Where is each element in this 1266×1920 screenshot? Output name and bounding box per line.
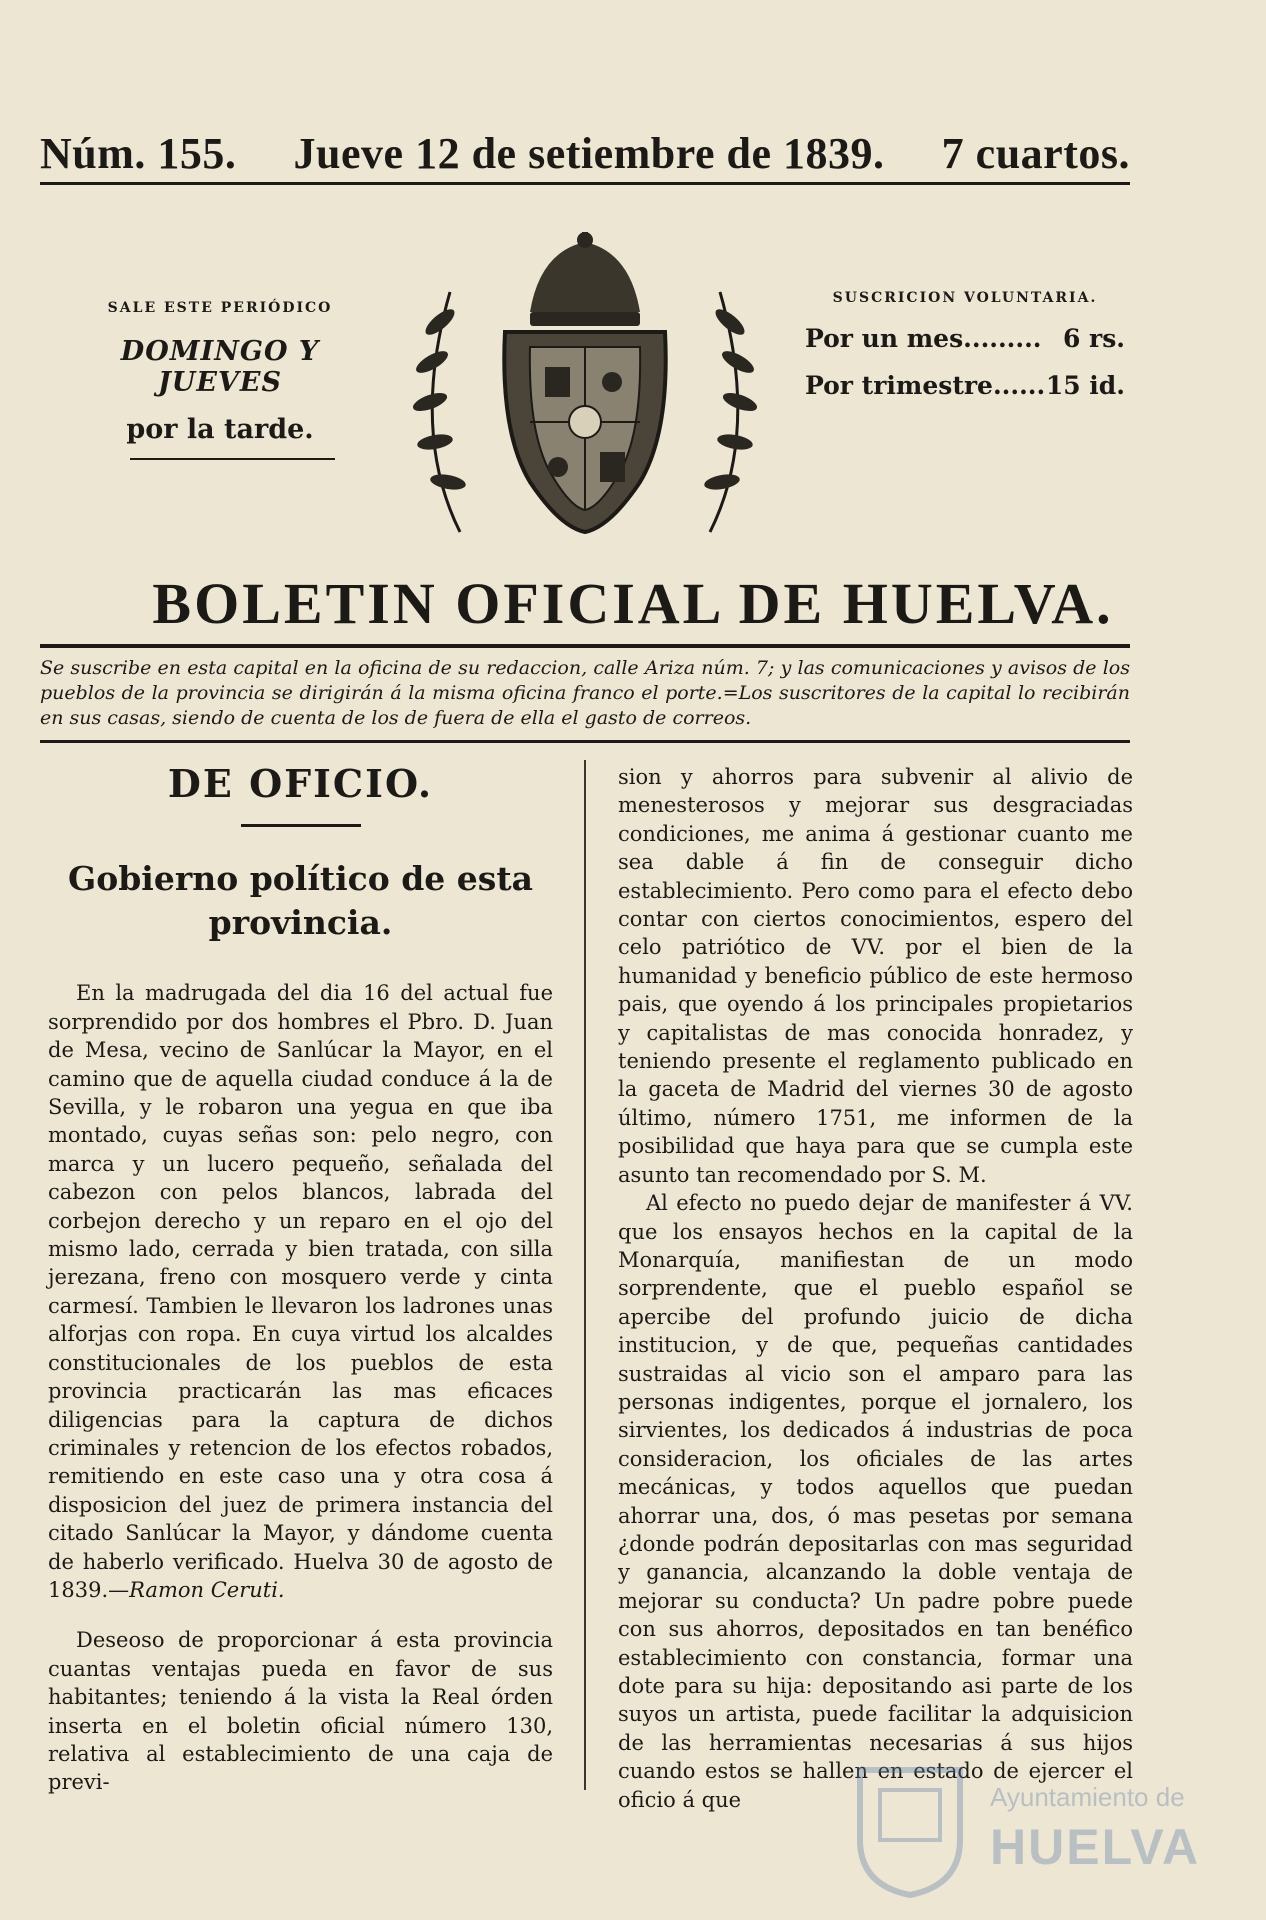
- price-row-quarter: [805, 371, 1125, 400]
- masthead-rule: [40, 644, 1130, 648]
- article-paragraph: Al efecto no puedo dejar de manifester á VV. que los ensayos hechos en la capital de la Monarquía, manifiestan de un modo sorprendente, que el pueblo español se apercibe del profundo juicio de dicha institucion, y de que, pequeñas cantidades sustraidas al vicio son el amparo para las personas indigentes, porque el jornalero, los sirvientes, los dedicados á industrias de poca consideracion, los oficiales de las artes mecánicas, y todos aquellos que puedan ahorrar una, dos, ó mas pesetas por semana ¿donde podrán depositarlas con mas seguridad y ganancia, alcanzando la doble ventaja de mejorar su conducta? Un padre pobre puede con sus ahorros, depositados en tan benéfico establecimiento con constancia, formar una dote para su hija: depositando asi parte de los suyos un artista, puede facilitar la adquisicion de las herramientas necesarias á sus hijos cuando estos se hallen en estado de ejercer el oficio á que: [618, 1191, 1133, 1812]
- watermark-line2: HUELVA: [990, 1819, 1201, 1875]
- issue-header: [40, 128, 1130, 179]
- subscription-rule: [40, 740, 1130, 743]
- archive-watermark: [850, 1760, 1201, 1900]
- signature: Ramon Ceruti.: [129, 1577, 285, 1602]
- watermark-line1: Ayuntamiento de: [990, 1782, 1185, 1812]
- section-title: DE OFICIO.: [167, 761, 434, 806]
- issue-price: 7 cuartos.: [941, 129, 1130, 178]
- section-rule: [241, 824, 361, 827]
- publication-schedule: [60, 300, 380, 445]
- subscription-label: SUSCRICION VOLUNTARIA.: [832, 290, 1098, 306]
- subscription-notice: Se suscribe en esta capital en la oficina de su redaccion, calle Ariza núm. 7; y las comunicaciones y avisos de los pueblos de la provincia se dirigirán á la misma oficina franco el porte.=Los suscritores de la capital lo recibirán en sus casas, siendo de cuenta de los de fuera de ella el gasto de correos.: [40, 657, 1130, 729]
- right-column: [618, 763, 1133, 1814]
- subscription-prices: [805, 290, 1125, 400]
- article-heading: Gobierno político de esta provincia.: [68, 859, 533, 943]
- left-info-rule: [130, 458, 335, 460]
- royal-coat-of-arms-icon: [390, 232, 780, 542]
- schedule-label: SALE ESTE PERIÓDICO: [107, 300, 333, 316]
- schedule-time: por la tarde.: [126, 414, 314, 445]
- article-paragraph: Deseoso de proporcionar á esta provincia cuantas ventajas pueda en favor de sus habitantes; teniendo á la vista la Real órden inserta en el boletin oficial número 130, relativa al establecimiento de una caja de previ-: [48, 1628, 553, 1795]
- issue-number: Núm. 155.: [40, 129, 237, 178]
- masthead-title: BOLETIN OFICIAL DE HUELVA.: [152, 571, 1114, 636]
- price-quarter-value: 15 id.: [1045, 371, 1125, 400]
- article-paragraph: [48, 979, 553, 1604]
- schedule-days: DOMINGO Y JUEVES: [120, 336, 320, 398]
- city-shield-icon: [850, 1760, 970, 1900]
- price-row-month: [805, 324, 1125, 353]
- header-rule: [40, 182, 1130, 185]
- article-paragraph-text: En la madrugada del dia 16 del actual fue sorprendido por dos hombres el Pbro. D. Juan de Mesa, vecino de Sanlúcar la Mayor, en el camino que de aquella ciudad conduce á la de Sevilla, y le robaron una yegua en que iba montado, cuyas señas son: pelo negro, con marca y un lucero pequeño, señalada del cabezon con pelos blancos, labrada del corbejon derecho y un reparo en el ojo del mismo lado, cerrada y bien tratada, con silla jerezana, freno con mosquero verde y cinta carmesí. Tambien le llevaron los ladrones unas alforjas con ropa. En cuya virtud los alcaldes constitucionales de los pueblos de esta provincia practicarán las mas eficaces diligencias para la captura de dichos criminales y retencion de los efectos robados, remitiendo en este caso una y otra cosa á disposicion del juez de primera instancia del citado Sanlúcar la Mayor, y dándome cuenta de haberlo verificado. Huelva 30 de agosto de 1839.—: [48, 981, 553, 1602]
- price-quarter-label: Por trimestre......: [805, 371, 1046, 400]
- price-month-label: Por un mes.........: [805, 324, 1042, 353]
- price-month-value: 6 rs.: [1062, 324, 1125, 353]
- column-divider: [584, 760, 586, 1790]
- issue-date: Jueve 12 de setiembre de 1839.: [293, 129, 885, 178]
- left-column: [48, 761, 553, 1797]
- article-paragraph: sion y ahorros para subvenir al alivio de menesterosos y mejorar sus desgraciadas condiciones, me anima á gestionar cuanto me sea dable á fin de conseguir dicho establecimiento. Pero como para el efecto debo contar con ciertos conocimientos, espero del celo patriótico de VV. por el bien de la humanidad y beneficio público de este hermoso pais, que oyendo á los principales propietarios y capitalistas de mas conocida honradez, y teniendo presente el reglamento publicado en la gaceta de Madrid del viernes 30 de agosto último, número 1751, me informen de la posibilidad que haya para que se cumpla este asunto tan recomendado por S. M.: [618, 765, 1133, 1187]
